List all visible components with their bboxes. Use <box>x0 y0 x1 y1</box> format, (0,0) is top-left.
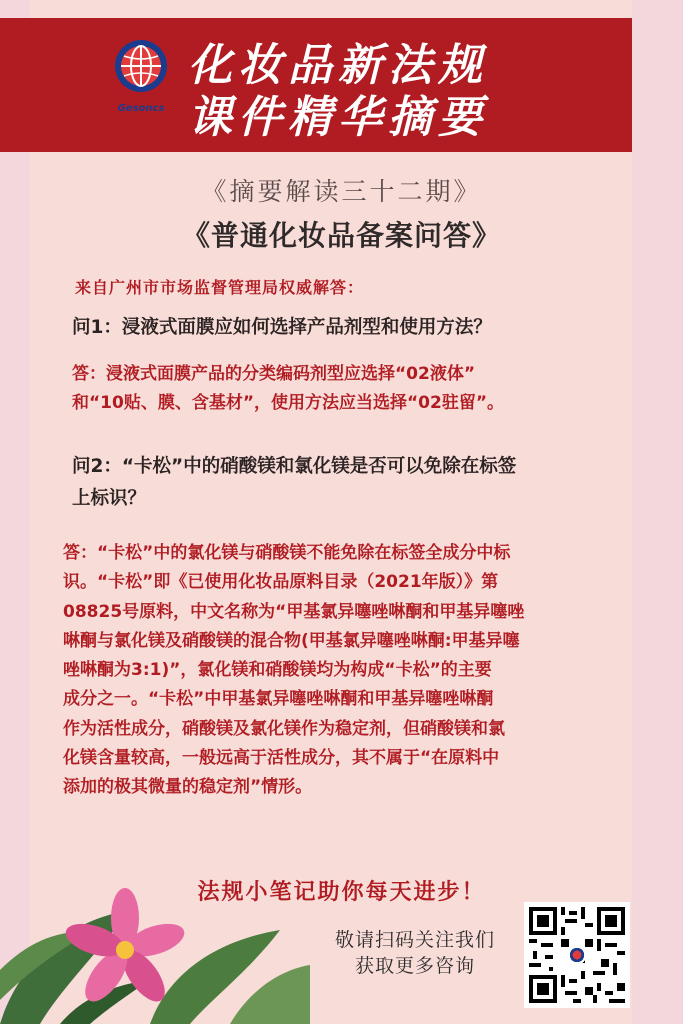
answer-2 <box>63 539 631 803</box>
question-1: 问1：浸液式面膜应如何选择产品剂型和使用方法？ <box>72 317 492 338</box>
motto-text: 法规小笔记助你每天进步！ <box>197 879 486 905</box>
answer-2-line: 08825号原料，中文名称为“甲基氯异噻唑啉酮和甲基异噻唑 <box>63 601 525 622</box>
logo-text: Gesoncs <box>117 103 165 114</box>
question-2-line: 问2：“卡松”中的硝酸镁和氯化镁是否可以免除在标签 <box>72 456 517 477</box>
question-2 <box>72 451 632 515</box>
scan-prompt-line1: 敬请扫码关注我们 <box>334 929 495 951</box>
answer-2-line: 唑啉酮为3:1)”，氯化镁和硝酸镁均为构成“卡松”的主要 <box>63 660 492 681</box>
banner-title-line2: 课件精华摘要 <box>188 92 488 143</box>
answer-2-line: 识。“卡松”即《已使用化妆品原料目录（2021年版）》第 <box>63 572 499 593</box>
answer-2-line: 答：“卡松”中的氯化镁与硝酸镁不能免除在标签全成分中标 <box>63 543 511 563</box>
answer-1-line: 和“10贴、膜、含基材”，使用方法应当选择“02驻留”。 <box>72 393 505 413</box>
source-line: 来自广州市市场监督管理局权威解答： <box>75 278 365 297</box>
answer-2-line: 添加的极其微量的稳定剂”情形。 <box>63 777 313 798</box>
qr-code[interactable] <box>524 902 630 1008</box>
answer-1-line: 答：浸液式面膜产品的分类编码剂型应选择“02液体” <box>72 364 476 384</box>
banner-title-line1: 化妆品新法规 <box>188 40 488 91</box>
answer-1 <box>72 360 632 418</box>
topic-title: 《普通化妆品备案问答》 <box>181 219 501 252</box>
qr-code-icon <box>529 907 625 1003</box>
answer-2-line: 啉酮与氯化镁及硝酸镁的混合物(甲基氯异噻唑啉酮:甲基异噻 <box>63 630 520 651</box>
answer-2-line: 成分之一。“卡松”中甲基氯异噻唑啉酮和甲基异噻唑啉酮 <box>63 689 494 710</box>
globe-icon <box>108 36 174 98</box>
issue-subtitle: 《摘要解读三十二期》 <box>201 177 482 206</box>
scan-prompt-line2: 获取更多咨询 <box>354 955 475 977</box>
title-banner <box>0 18 632 152</box>
answer-2-line: 化镁含量较高，一般远高于活性成分，其不属于“在原料中 <box>63 748 500 769</box>
company-logo <box>108 36 174 114</box>
question-2-line: 上标识？ <box>72 488 147 509</box>
answer-2-line: 作为活性成分，硝酸镁及氯化镁作为稳定剂，但硝酸镁和氯 <box>63 718 505 739</box>
